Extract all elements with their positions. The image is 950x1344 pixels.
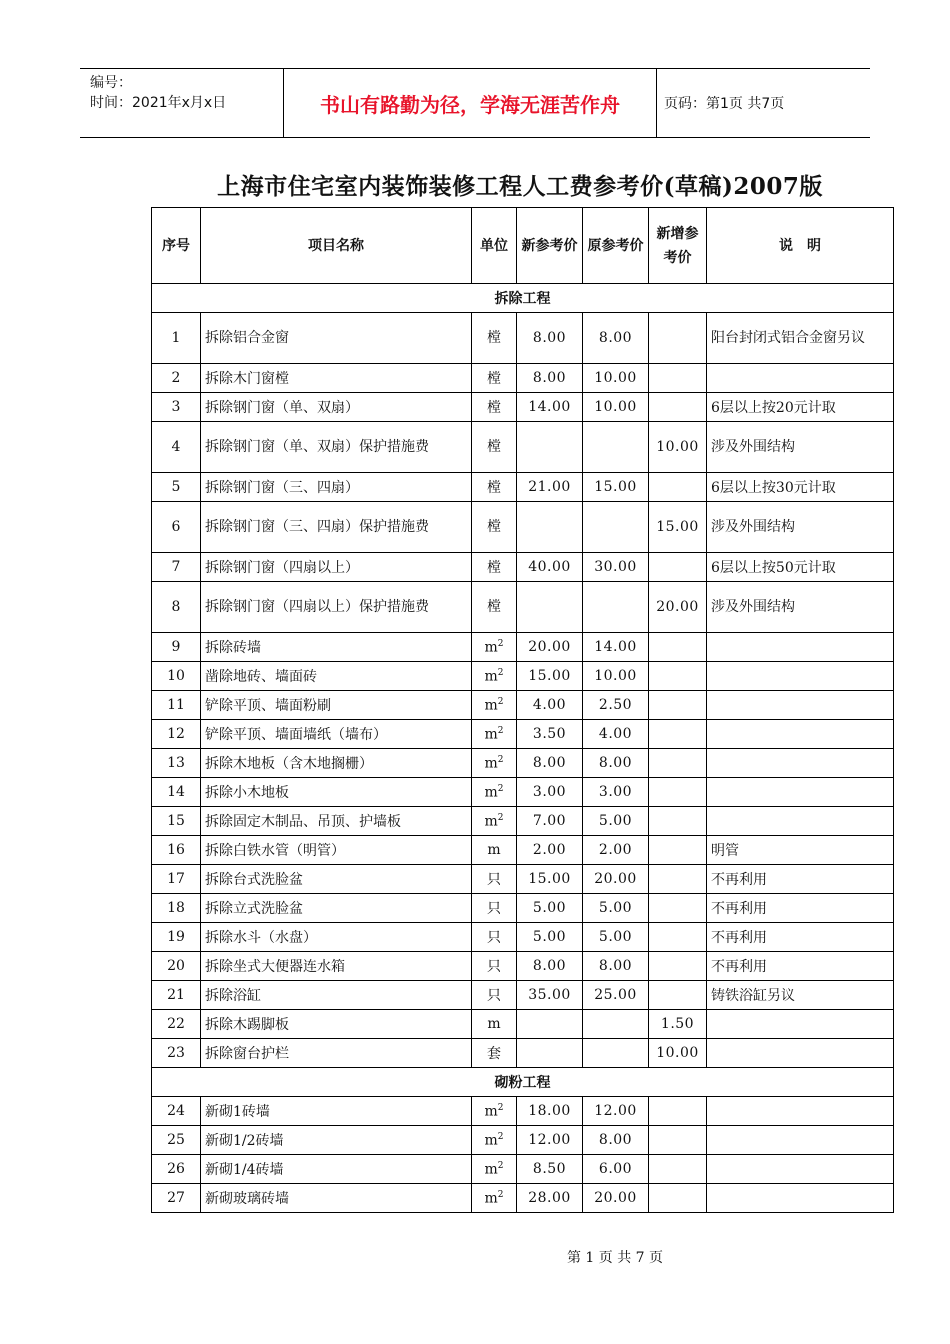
cell-name: 拆除木踢脚板 <box>201 1010 472 1039</box>
cell-name: 拆除木门窗樘 <box>201 364 472 393</box>
cell-unit <box>472 1010 517 1039</box>
cell-old-price: 8.00 <box>583 1126 649 1155</box>
table-row <box>152 778 894 807</box>
cell-added-price <box>649 1155 707 1184</box>
doc-time-label: 时间：2021年x月x日 <box>90 95 227 111</box>
cell-new-price: 3.00 <box>517 778 583 807</box>
cell-name: 拆除钢门窗（四扇以上）保护措施费 <box>201 582 472 633</box>
cell-note: 不再利用 <box>707 865 894 894</box>
cell-unit <box>472 749 517 778</box>
cell-note <box>707 778 894 807</box>
cell-added-price <box>649 952 707 981</box>
table-row <box>152 393 894 422</box>
table-row <box>152 1126 894 1155</box>
cell-new-price: 5.00 <box>517 923 583 952</box>
cell-old-price: 20.00 <box>583 865 649 894</box>
cell-old-price: 10.00 <box>583 662 649 691</box>
unit-superscript: 2 <box>497 667 504 678</box>
cell-old-price: 2.50 <box>583 691 649 720</box>
cell-unit <box>472 923 517 952</box>
unit-text: m <box>484 639 498 656</box>
cell-new-price: 18.00 <box>517 1097 583 1126</box>
cell-note <box>707 1039 894 1068</box>
cell-new-price: 40.00 <box>517 553 583 582</box>
cell-note: 6层以上按20元计取 <box>707 393 894 422</box>
cell-old-price: 12.00 <box>583 1097 649 1126</box>
price-table <box>151 207 894 1213</box>
cell-old-price <box>583 1039 649 1068</box>
col-header-name: 项目名称 <box>201 208 472 284</box>
cell-seq: 6 <box>152 502 201 553</box>
cell-seq: 25 <box>152 1126 201 1155</box>
cell-unit <box>472 894 517 923</box>
cell-old-price: 25.00 <box>583 981 649 1010</box>
cell-unit <box>472 502 517 553</box>
table-row <box>152 502 894 553</box>
cell-old-price: 4.00 <box>583 720 649 749</box>
cell-seq: 27 <box>152 1184 201 1213</box>
unit-superscript: 2 <box>497 754 504 765</box>
table-row <box>152 582 894 633</box>
section-header-row <box>152 1068 894 1097</box>
cell-new-price: 20.00 <box>517 633 583 662</box>
cell-added-price <box>649 865 707 894</box>
cell-seq: 5 <box>152 473 201 502</box>
unit-text: 樘 <box>487 371 501 387</box>
col-header-seq: 序号 <box>152 208 201 284</box>
cell-new-price: 8.00 <box>517 364 583 393</box>
doc-number-label: 编号： <box>90 75 132 91</box>
table-row <box>152 807 894 836</box>
cell-unit <box>472 720 517 749</box>
cell-seq: 23 <box>152 1039 201 1068</box>
table-row <box>152 1010 894 1039</box>
cell-name: 拆除钢门窗（四扇以上） <box>201 553 472 582</box>
cell-added-price <box>649 894 707 923</box>
unit-text: 只 <box>487 959 501 975</box>
cell-name: 凿除地砖、墙面砖 <box>201 662 472 691</box>
unit-text: 只 <box>487 872 501 888</box>
cell-note: 不再利用 <box>707 923 894 952</box>
cell-name: 铲除平顶、墙面粉刷 <box>201 691 472 720</box>
cell-added-price <box>649 836 707 865</box>
unit-superscript: 2 <box>497 1131 504 1142</box>
cell-name: 拆除砖墙 <box>201 633 472 662</box>
cell-name: 拆除固定木制品、吊顶、护墙板 <box>201 807 472 836</box>
cell-note <box>707 1126 894 1155</box>
document-title: 上海市住宅室内装饰装修工程人工费参考价(草稿)2007版 <box>217 173 823 200</box>
cell-old-price: 30.00 <box>583 553 649 582</box>
cell-note: 明管 <box>707 836 894 865</box>
cell-added-price <box>649 981 707 1010</box>
cell-seq: 21 <box>152 981 201 1010</box>
cell-old-price: 15.00 <box>583 473 649 502</box>
header-meta <box>80 69 282 137</box>
cell-name: 拆除钢门窗（三、四扇） <box>201 473 472 502</box>
cell-note <box>707 691 894 720</box>
table-row <box>152 836 894 865</box>
unit-text: m <box>484 1103 498 1120</box>
cell-seq: 15 <box>152 807 201 836</box>
table-row <box>152 1184 894 1213</box>
table-row <box>152 553 894 582</box>
cell-added-price: 20.00 <box>649 582 707 633</box>
cell-old-price: 8.00 <box>583 952 649 981</box>
unit-text: m <box>484 668 498 685</box>
table-row <box>152 662 894 691</box>
unit-superscript: 2 <box>497 696 504 707</box>
cell-old-price: 8.00 <box>583 313 649 364</box>
cell-added-price <box>649 1184 707 1213</box>
cell-new-price <box>517 582 583 633</box>
cell-seq: 24 <box>152 1097 201 1126</box>
cell-name: 拆除台式洗脸盆 <box>201 865 472 894</box>
cell-unit <box>472 836 517 865</box>
unit-text: 樘 <box>487 480 501 496</box>
cell-note <box>707 720 894 749</box>
cell-unit <box>472 553 517 582</box>
cell-unit <box>472 1126 517 1155</box>
cell-name: 拆除钢门窗（单、双扇）保护措施费 <box>201 422 472 473</box>
table-row <box>152 422 894 473</box>
cell-seq: 11 <box>152 691 201 720</box>
table-row <box>152 894 894 923</box>
table-row <box>152 473 894 502</box>
cell-new-price: 8.00 <box>517 749 583 778</box>
cell-note: 不再利用 <box>707 894 894 923</box>
table-row <box>152 633 894 662</box>
cell-seq: 9 <box>152 633 201 662</box>
cell-added-price <box>649 473 707 502</box>
col-header-added-price: 新增参考价 <box>649 208 707 284</box>
cell-seq: 3 <box>152 393 201 422</box>
cell-unit <box>472 1155 517 1184</box>
table-row <box>152 313 894 364</box>
cell-note: 铸铁浴缸另议 <box>707 981 894 1010</box>
cell-old-price <box>583 502 649 553</box>
cell-new-price: 8.00 <box>517 952 583 981</box>
cell-new-price: 28.00 <box>517 1184 583 1213</box>
unit-text: 樘 <box>487 560 501 576</box>
cell-new-price: 8.00 <box>517 313 583 364</box>
table-row <box>152 1097 894 1126</box>
cell-old-price <box>583 422 649 473</box>
cell-added-price <box>649 393 707 422</box>
cell-name: 拆除浴缸 <box>201 981 472 1010</box>
unit-text: m <box>484 726 498 743</box>
cell-unit <box>472 865 517 894</box>
cell-name: 拆除白铁水管（明管） <box>201 836 472 865</box>
cell-unit <box>472 1039 517 1068</box>
unit-superscript: 2 <box>497 783 504 794</box>
unit-text: m <box>484 755 498 772</box>
cell-new-price <box>517 1010 583 1039</box>
unit-text: m <box>484 1132 498 1149</box>
table-row <box>152 865 894 894</box>
unit-text: 樘 <box>487 330 501 346</box>
col-header-note: 说 明 <box>707 208 894 284</box>
header-motto: 书山有路勤为径，学海无涯苦作舟 <box>283 69 657 137</box>
table-row <box>152 1039 894 1068</box>
cell-seq: 2 <box>152 364 201 393</box>
cell-old-price <box>583 1010 649 1039</box>
cell-new-price: 14.00 <box>517 393 583 422</box>
cell-added-price <box>649 778 707 807</box>
cell-note: 不再利用 <box>707 952 894 981</box>
cell-added-price <box>649 313 707 364</box>
cell-new-price: 7.00 <box>517 807 583 836</box>
cell-note: 涉及外围结构 <box>707 582 894 633</box>
cell-unit <box>472 633 517 662</box>
cell-note <box>707 633 894 662</box>
cell-note: 涉及外围结构 <box>707 502 894 553</box>
cell-note: 6层以上按50元计取 <box>707 553 894 582</box>
cell-seq: 10 <box>152 662 201 691</box>
cell-seq: 18 <box>152 894 201 923</box>
cell-unit <box>472 393 517 422</box>
unit-text: m <box>484 813 498 830</box>
cell-added-price: 15.00 <box>649 502 707 553</box>
cell-seq: 16 <box>152 836 201 865</box>
cell-name: 拆除钢门窗（单、双扇） <box>201 393 472 422</box>
unit-text: 樘 <box>487 519 501 535</box>
cell-name: 铲除平顶、墙面墙纸（墙布） <box>201 720 472 749</box>
cell-new-price: 3.50 <box>517 720 583 749</box>
cell-note <box>707 1155 894 1184</box>
cell-seq: 1 <box>152 313 201 364</box>
cell-name: 拆除木地板（含木地搁栅） <box>201 749 472 778</box>
cell-seq: 26 <box>152 1155 201 1184</box>
cell-unit <box>472 807 517 836</box>
cell-added-price <box>649 553 707 582</box>
cell-name: 新砌1/4砖墙 <box>201 1155 472 1184</box>
cell-old-price: 10.00 <box>583 364 649 393</box>
cell-added-price <box>649 691 707 720</box>
cell-old-price: 3.00 <box>583 778 649 807</box>
cell-name: 拆除钢门窗（三、四扇）保护措施费 <box>201 502 472 553</box>
cell-note <box>707 662 894 691</box>
cell-added-price <box>649 923 707 952</box>
cell-seq: 12 <box>152 720 201 749</box>
cell-unit <box>472 1097 517 1126</box>
table-row <box>152 1155 894 1184</box>
cell-new-price: 5.00 <box>517 894 583 923</box>
unit-superscript: 2 <box>497 812 504 823</box>
table-row <box>152 749 894 778</box>
unit-text: m <box>484 1161 498 1178</box>
unit-superscript: 2 <box>497 725 504 736</box>
cell-name: 拆除坐式大便器连水箱 <box>201 952 472 981</box>
cell-new-price <box>517 1039 583 1068</box>
cell-added-price <box>649 807 707 836</box>
unit-superscript: 2 <box>497 638 504 649</box>
cell-unit <box>472 473 517 502</box>
unit-superscript: 2 <box>497 1160 504 1171</box>
cell-note <box>707 749 894 778</box>
section-title: 拆除工程 <box>152 284 894 313</box>
cell-old-price <box>583 582 649 633</box>
unit-text: 套 <box>487 1046 501 1062</box>
cell-new-price: 2.00 <box>517 836 583 865</box>
cell-seq: 7 <box>152 553 201 582</box>
section-header-row <box>152 284 894 313</box>
cell-seq: 17 <box>152 865 201 894</box>
cell-added-price <box>649 749 707 778</box>
cell-old-price: 20.00 <box>583 1184 649 1213</box>
cell-name: 拆除小木地板 <box>201 778 472 807</box>
cell-name: 拆除水斗（水盘） <box>201 923 472 952</box>
cell-old-price: 2.00 <box>583 836 649 865</box>
table-body <box>152 284 894 1213</box>
table-row <box>152 981 894 1010</box>
cell-old-price: 5.00 <box>583 923 649 952</box>
cell-unit <box>472 691 517 720</box>
cell-seq: 20 <box>152 952 201 981</box>
cell-new-price: 35.00 <box>517 981 583 1010</box>
unit-superscript: 2 <box>497 1102 504 1113</box>
unit-text: m <box>487 842 501 858</box>
cell-seq: 19 <box>152 923 201 952</box>
document-header <box>80 68 870 138</box>
col-header-old-price: 原参考价 <box>583 208 649 284</box>
cell-note: 涉及外围结构 <box>707 422 894 473</box>
cell-name: 拆除铝合金窗 <box>201 313 472 364</box>
cell-name: 新砌1/2砖墙 <box>201 1126 472 1155</box>
table-row <box>152 720 894 749</box>
page-footer: 第 1 页 共 7 页 <box>566 1250 664 1266</box>
cell-old-price: 14.00 <box>583 633 649 662</box>
cell-seq: 4 <box>152 422 201 473</box>
cell-new-price: 12.00 <box>517 1126 583 1155</box>
unit-text: m <box>484 697 498 714</box>
cell-added-price <box>649 633 707 662</box>
unit-text: 只 <box>487 930 501 946</box>
cell-seq: 13 <box>152 749 201 778</box>
unit-text: 只 <box>487 901 501 917</box>
cell-note <box>707 364 894 393</box>
cell-name: 新砌玻璃砖墙 <box>201 1184 472 1213</box>
cell-added-price <box>649 364 707 393</box>
cell-note <box>707 1097 894 1126</box>
header-page-info: 页码：第1页 共7页 <box>664 96 785 112</box>
section-title: 砌粉工程 <box>152 1068 894 1097</box>
cell-added-price <box>649 720 707 749</box>
cell-seq: 14 <box>152 778 201 807</box>
cell-note: 阳台封闭式铝合金窗另议 <box>707 313 894 364</box>
cell-unit <box>472 952 517 981</box>
cell-name: 新砌1砖墙 <box>201 1097 472 1126</box>
cell-unit <box>472 1184 517 1213</box>
cell-unit <box>472 662 517 691</box>
cell-added-price <box>649 1097 707 1126</box>
table-row <box>152 923 894 952</box>
col-header-unit: 单位 <box>472 208 517 284</box>
cell-note <box>707 1184 894 1213</box>
cell-new-price: 4.00 <box>517 691 583 720</box>
cell-added-price <box>649 1126 707 1155</box>
cell-old-price: 6.00 <box>583 1155 649 1184</box>
unit-text: m <box>487 1016 501 1032</box>
table-header-row <box>152 208 894 284</box>
unit-text: 樘 <box>487 400 501 416</box>
cell-new-price: 21.00 <box>517 473 583 502</box>
table-row <box>152 691 894 720</box>
unit-superscript: 2 <box>497 1189 504 1200</box>
cell-new-price <box>517 422 583 473</box>
cell-seq: 8 <box>152 582 201 633</box>
cell-added-price: 10.00 <box>649 422 707 473</box>
col-header-new-price: 新参考价 <box>517 208 583 284</box>
cell-new-price: 15.00 <box>517 662 583 691</box>
cell-old-price: 8.00 <box>583 749 649 778</box>
cell-note <box>707 1010 894 1039</box>
cell-added-price: 1.50 <box>649 1010 707 1039</box>
cell-unit <box>472 981 517 1010</box>
unit-text: m <box>484 784 498 801</box>
table-row <box>152 952 894 981</box>
unit-text: 只 <box>487 988 501 1004</box>
cell-unit <box>472 364 517 393</box>
cell-new-price <box>517 502 583 553</box>
cell-unit <box>472 778 517 807</box>
cell-old-price: 5.00 <box>583 807 649 836</box>
cell-new-price: 15.00 <box>517 865 583 894</box>
cell-seq: 22 <box>152 1010 201 1039</box>
cell-unit <box>472 582 517 633</box>
cell-note: 6层以上按30元计取 <box>707 473 894 502</box>
cell-new-price: 8.50 <box>517 1155 583 1184</box>
cell-old-price: 10.00 <box>583 393 649 422</box>
cell-unit <box>472 422 517 473</box>
cell-name: 拆除立式洗脸盆 <box>201 894 472 923</box>
table-row <box>152 364 894 393</box>
unit-text: m <box>484 1190 498 1207</box>
cell-note <box>707 807 894 836</box>
cell-unit <box>472 313 517 364</box>
cell-old-price: 5.00 <box>583 894 649 923</box>
cell-added-price: 10.00 <box>649 1039 707 1068</box>
unit-text: 樘 <box>487 439 501 455</box>
unit-text: 樘 <box>487 599 501 615</box>
cell-name: 拆除窗台护栏 <box>201 1039 472 1068</box>
cell-added-price <box>649 662 707 691</box>
